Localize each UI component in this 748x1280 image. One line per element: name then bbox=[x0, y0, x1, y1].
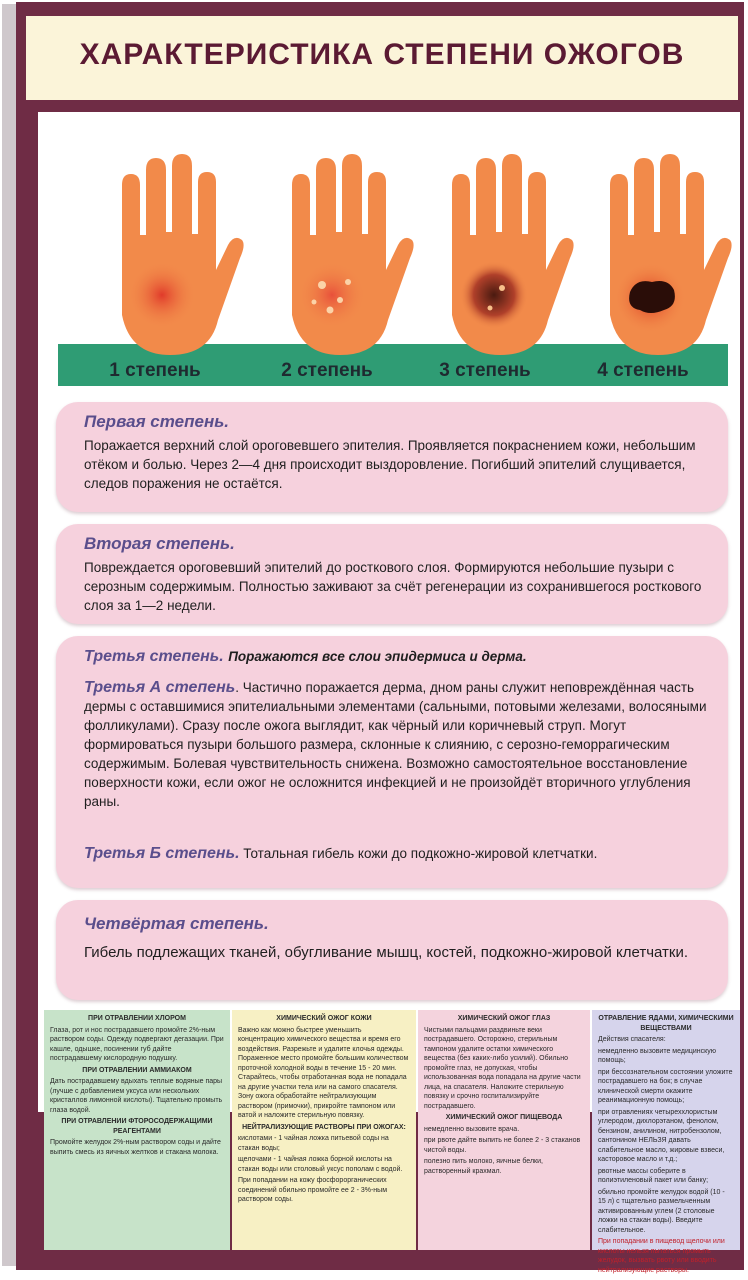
neutral-title: НЕЙТРАЛИЗУЮЩИЕ РАСТВОРЫ ПРИ ОЖОГАХ: bbox=[242, 1123, 406, 1131]
third-b-block bbox=[84, 844, 714, 863]
third-degree-subtitle: Поражаются все слои эпидермиса и дерма. bbox=[228, 649, 527, 664]
third-a-text: . Частично поражается дерма, дном раны служит неповреждённая часть дермы с оставшимися эпителиальными элементами (сальными, потовыми железами, волосяными фолликулами). Сразу после ожога выглядит, как чёрный или коричневый струп. Могут формироваться пузыри большого размера, склонные к слиянию, с серозно-геморрагическим содержимым. Болевая чувствительность снижена. Возможно самостоятельное восстановление поверхности кожи, если ожог не осложнится инфекцией и не произойдёт вторичного углубления раны. bbox=[84, 680, 707, 809]
col-poisoning bbox=[592, 1010, 740, 1274]
col-skin-burn bbox=[232, 1010, 416, 1250]
skin-text: Важно как можно быстрее уменьшить концентрацию химического вещества и время его воздействия. Разрежьте и удалите клочья одежды. Пораженное место промойте большим количеством проточной холодной воды в течение 15 - 20 мин. Старайтесь, чтобы отработанная вода не попадала на другие участки тела или на самого спасателя. Зону ожога обработайте нейтрализующим раствором (примочки), прикройте тампоном или ватой и наложите стерильную повязку. bbox=[238, 1026, 409, 1119]
chlorine-text: Глаза, рот и нос пострадавшего промойте 2%-ным раствором соды. Одежду подвергают дегазации. При кашле, одышке, посинении губ дайте пострадавшему кислородную подушку. bbox=[50, 1026, 224, 1062]
eyes-title: ХИМИЧЕСКИЙ ОЖОГ ГЛАЗ bbox=[457, 1015, 551, 1022]
third-b-title: Третья Б степень. bbox=[84, 845, 240, 862]
esoph-2: при рвоте дайте выпить не более 2 - 3 стаканов чистой воды. bbox=[424, 1137, 581, 1154]
esoph-3: полезно пить молоко, яичные белки, растворенный крахмал. bbox=[424, 1158, 543, 1175]
hand-degree-3-icon bbox=[430, 150, 570, 360]
hand-degree-4-icon bbox=[588, 150, 728, 360]
chlorine-title: ПРИ ОТРАВЛЕНИИ ХЛОРОМ bbox=[88, 1015, 186, 1022]
step-label-4: 4 степень bbox=[597, 360, 689, 381]
col-gas-poisoning bbox=[44, 1010, 230, 1250]
third-degree-title: Третья степень. bbox=[84, 648, 224, 665]
fourth-degree-text: Гибель подлежащих тканей, обугливание мышц, костей, подкожно-жировой клетчатки. bbox=[84, 944, 688, 961]
second-degree-text: Повреждается ороговевший эпителий до росткового слоя. Формируются небольшие пузыри с серозным содержимым. Полностью заживают за счёт регенерации из сохранившегося росткового слоя за 1—2 недели. bbox=[84, 560, 702, 613]
poison-title: ОТРАВЛЕНИЕ ЯДАМИ, ХИМИЧЕСКИМИ ВЕЩЕСТВАМИ bbox=[598, 1015, 734, 1032]
third-a-block bbox=[84, 678, 714, 811]
step-label-3: 3 степень bbox=[439, 360, 531, 381]
first-degree-title: Первая степень. bbox=[84, 412, 230, 431]
eyes-text: Чистыми пальцами раздвиньте веки пострадавшего. Осторожно, стерильным тампоном удалите остатки химического вещества (без каких-либо усилий). Обильно промойте глаз, не допуская, чтобы использованная вода попадала на другие части лица, на спасателя. Наложите стерильную повязку и срочно госпитализируйте пострадавшего. bbox=[424, 1026, 581, 1110]
neutral-acids: кислотами - 1 чайная ложка питьевой соды на стакан воды; bbox=[238, 1135, 389, 1152]
first-aid-section bbox=[38, 1010, 740, 1274]
poison-warning: При попадании в пищевод щелочи или кислоты нельзя пытаться промыть желудок, вызвать рвоту или вводить нейтрализующие растворы. bbox=[598, 1238, 725, 1274]
neutral-alkali: щелочами - 1 чайная ложка борной кислоты на стакан воды или столовый уксус пополам с водой. bbox=[238, 1156, 403, 1173]
first-degree-text: Поражается верхний слой ороговевшего эпителия. Проявляется покраснением кожи, небольшим отёком и болью. Через 2—4 дня происходит выздоровление. Погибший эпителий слущивается, следов поражения не остаётся. bbox=[84, 438, 696, 491]
esoph-1: немедленно вызовите врача. bbox=[424, 1125, 520, 1133]
third-b-text: Тотальная гибель кожи до подкожно-жировой клетчатки. bbox=[243, 846, 598, 861]
esoph-title: ХИМИЧЕСКИЙ ОЖОГ ПИЩЕВОДА bbox=[445, 1114, 563, 1121]
card-third-degree bbox=[56, 636, 728, 888]
poison-2: при бессознательном состоянии уложите пострадавшего на бок; в случае клинической смерти окажите реанимационную помощь; bbox=[598, 1068, 733, 1104]
ammonia-title: ПРИ ОТРАВЛЕНИИ АММИАКОМ bbox=[82, 1066, 192, 1074]
fourth-degree-title: Четвёртая степень. bbox=[84, 914, 269, 933]
hand-degree-1-icon bbox=[100, 150, 240, 360]
second-degree-title: Вторая степень. bbox=[84, 534, 235, 553]
col-eye-burn bbox=[418, 1010, 590, 1250]
ammonia-text: Дать пострадавшему вдыхать теплые водяные пары (лучше с добавлением уксуса или нескольких кристаллов лимонной кислоты). Тщательно промыть глаза водой. bbox=[50, 1078, 223, 1114]
hand-degree-2-icon bbox=[270, 150, 410, 360]
page-title: ХАРАКТЕРИСТИКА СТЕПЕНИ ОЖОГОВ bbox=[79, 38, 685, 71]
poison-1: немедленно вызовите медицинскую помощь; bbox=[598, 1047, 717, 1064]
fluorine-text: Промойте желудок 2%-ным раствором соды и дайте выпить смесь из яичных желтков и стакана молока. bbox=[50, 1139, 221, 1156]
card-fourth-degree bbox=[56, 900, 728, 1000]
poison-3: при отравлениях четыреххлористым углеродом, дихлорэтаном, фенолом, бензином, анилином, нитробензолом, сантонином НЕЛЬЗЯ давать слабительное масло, жировые взвеси, касторовое масло и т.д.; bbox=[598, 1108, 725, 1163]
title-bar bbox=[26, 16, 738, 100]
step-label-1: 1 степень bbox=[109, 360, 201, 381]
step-label-2: 2 степень bbox=[281, 360, 373, 381]
poison-sub: Действия спасателя: bbox=[598, 1036, 666, 1043]
third-a-title: Третья А степень bbox=[84, 679, 236, 696]
poison-4: рвотные массы соберите в полиэтиленовый пакет или банку; bbox=[598, 1167, 709, 1184]
poison-5: обильно промойте желудок водой (10 - 15 л) с тщательно размельченным активированным углем (2 столовые ложки на стакан воды). Введите слабительное. bbox=[598, 1188, 725, 1234]
card-first-degree bbox=[56, 402, 728, 512]
card-second-degree bbox=[56, 524, 728, 624]
neutral-phos: При попадании на кожу фосфорорганических соединений обильно промойте ее 2 - 3%-ным раствором соды. bbox=[238, 1177, 388, 1203]
third-degree-heading bbox=[84, 648, 714, 666]
fluorine-title: ПРИ ОТРАВЛЕНИИ ФТОРОСОДЕРЖАЩИМИ РЕАГЕНТАМИ bbox=[61, 1118, 213, 1135]
skin-title: ХИМИЧЕСКИЙ ОЖОГ КОЖИ bbox=[276, 1015, 372, 1022]
